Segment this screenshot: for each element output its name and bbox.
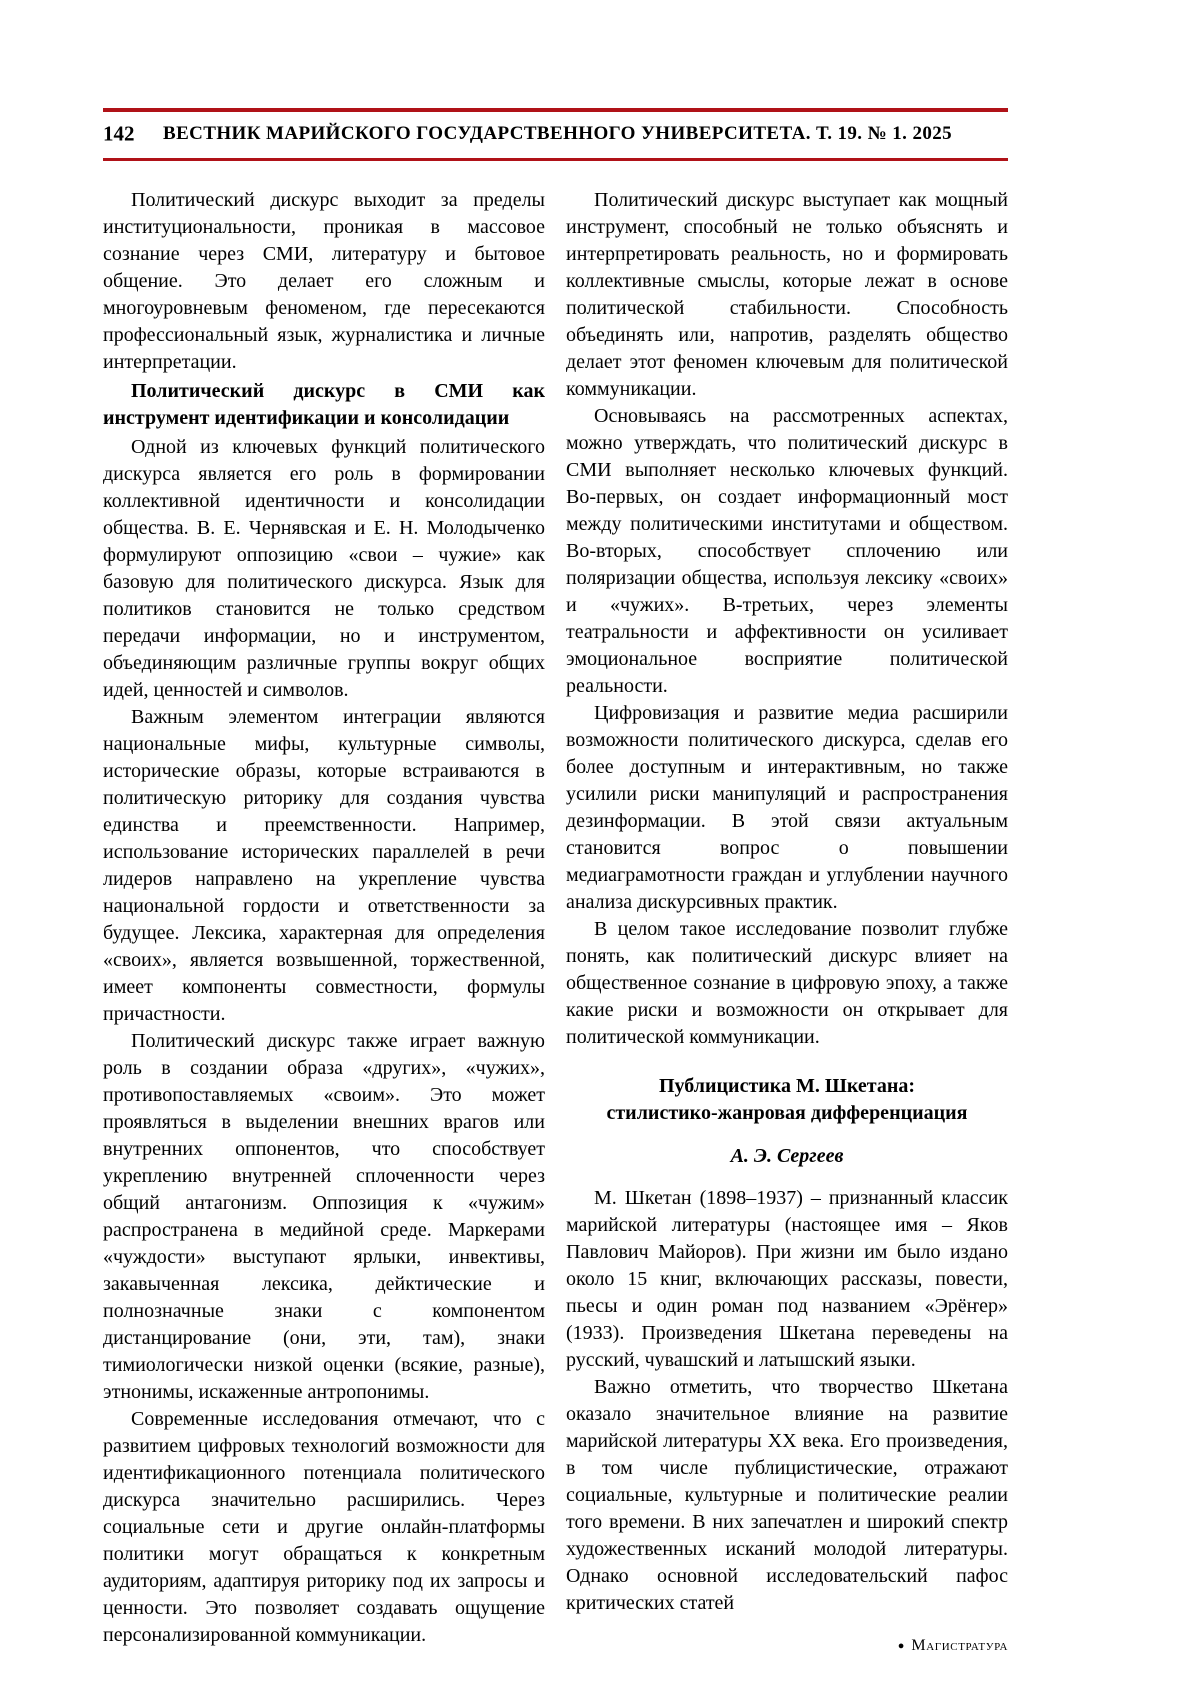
page-number: 142 xyxy=(103,121,135,146)
article-paragraph: Важным элементом интеграции являются национальные мифы, культурные символы, исторические образы, которые встраиваются в политическую риторику для создания чувства единства и преемственности. Например, использование исторических параллелей в речи лидеров направлено на укрепление чувства национальной гордости и ответственности за будущее. Лексика, характерная для определения «своих», является возвышенной, торжественной, имеет компоненты совместности, формулы причастности. xyxy=(103,705,545,1025)
article-title-line1: Публицистика М. Шкетана: xyxy=(658,1074,916,1097)
article-paragraph: Цифровизация и развитие медиа расширили возможности политического дискурса, сделав его более доступным и интерактивным, но также усилили риски манипуляций и распространения дезинформации. В этой связи актуальным становится вопрос о повышении медиаграмотности граждан и углублении научного анализа дискурсивных практик. xyxy=(566,701,1008,913)
header-rule-bottom xyxy=(103,158,1008,161)
journal-header xyxy=(103,112,1008,156)
author-name: А. Э. Сергеев xyxy=(730,1144,844,1167)
article-paragraph: Современные исследования отмечают, что с развитием цифровых технологий возможности для идентификационного потенциала политического дискурса значительно расширились. Через социальные сети и другие онлайн-платформы политики могут обращаться к конкретным аудиториям, адаптируя риторику под их запросы и ценности. Это позволяет создавать ощущение персонализированной коммуникации. xyxy=(103,1407,545,1646)
article-title-line2: стилистико-жанровая дифференциация xyxy=(606,1101,968,1124)
article-paragraph: М. Шкетан (1898–1937) – признанный классик марийской литературы (настоящее имя – Яков Павлович Майоров). При жизни им было издано около 15 книг, включающих рассказы, повести, пьесы и один роман под названием «Эрёҥер» (1933). Произведения Шкетана переведены на русский, чувашский и латышский языки. xyxy=(566,1186,1008,1371)
article-paragraph: Одной из ключевых функций политического дискурса является его роль в формировании коллективной идентичности и консолидации общества. В. Е. Чернявская и Е. Н. Молодыченко формулируют оппозицию «свои – чужие» как базовую для политического дискурса. Язык для политиков становится не только средством передачи информации, но и инструментом, объединяющим различные группы вокруг общих идей, ценностей и символов. xyxy=(103,435,545,701)
article-paragraph: Основываясь на рассмотренных аспектах, можно утверждать, что политический дискурс в СМИ выполняет несколько ключевых функций. Во-первых, он создает информационный мост между политическими институтами и обществом. Во-вторых, способствует сплочению или поляризации общества, используя лексику «своих» и «чужих». В-третьих, через элементы театральности и аффективности он усиливает эмоциональное восприятие политической реальности. xyxy=(566,404,1008,697)
right-column xyxy=(566,187,1008,1649)
section-heading: Политический дискурс в СМИ как инструмент идентификации и консолидации xyxy=(103,379,545,429)
article-paragraph: Политический дискурс выходит за пределы институциональности, проникая в массовое сознание через СМИ, литературу и бытовое общение. Это делает его сложным и многоуровневым феноменом, где пересекаются профессиональный язык, журналистика и личные интерпретации. xyxy=(103,188,545,373)
footer-section-label: Магистратура xyxy=(911,1637,1008,1654)
article-paragraph: В целом такое исследование позволит глубже понять, как политический дискурс влияет на общественное сознание в цифровую эпоху, а также какие риски и возможности он открывает для политической коммуникации. xyxy=(566,917,1008,1048)
article-paragraph: Политический дискурс также играет важную роль в создании образа «других», «чужих», противопоставляемых «своим». Это может проявляться в выделении внешних врагов или внутренних оппонентов, что способствует укреплению внутренней сплоченности через общий антагонизм. Оппозиция к «чужим» распространена в медийной среде. Маркерами «чуждости» выступают ярлыки, инвективы, закавыченная лексика, дейктические и полнозначные знаки с компонентом дистанцирование (они, эти, там), знаки тимиологически низкой оценки (всякие, разные), этнонимы, искаженные антропонимы. xyxy=(103,1029,545,1403)
footer-section xyxy=(898,1637,1008,1655)
article-paragraph: Важно отметить, что творчество Шкетана оказало значительное влияние на развитие марийской литературы XX века. Его произведения, в том числе публицистические, отражают социальные, культурные и политические реалии того времени. В них запечатлен и широкий спектр художественных исканий молодой литературы. Однако основной исследовательский пафос критических статей xyxy=(566,1375,1008,1614)
left-column xyxy=(103,187,545,1649)
bullet-icon: ● xyxy=(897,1639,905,1652)
article-paragraph: Политический дискурс выступает как мощный инструмент, способный не только объяснять и интерпретировать реальность, но и формировать коллективные смыслы, которые лежат в основе политической стабильности. Способность объединять или, напротив, разделять общество делает этот феномен ключевым для политической коммуникации. xyxy=(566,188,1008,400)
journal-title: ВЕСТНИК МАРИЙСКОГО ГОСУДАРСТВЕННОГО УНИВЕРСИТЕТА. Т. 19. № 1. 2025 xyxy=(163,123,953,144)
article-body xyxy=(103,187,1008,1649)
